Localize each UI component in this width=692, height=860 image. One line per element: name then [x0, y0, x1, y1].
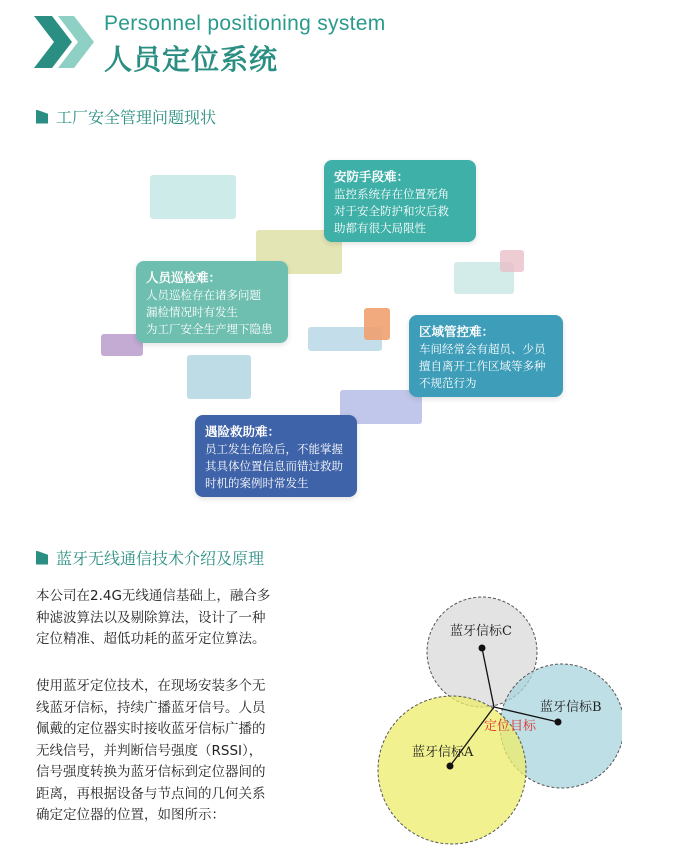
card-line: 员工发生危险后，不能掌握 [205, 442, 343, 456]
target-label: 定位目标 [484, 719, 537, 734]
section-marker-icon [36, 551, 48, 565]
paragraph-intro [36, 586, 326, 651]
card-line: 不规范行为 [419, 376, 477, 390]
paragraph-line: 信号强度转换为蓝牙信标到定位器间的 [36, 764, 266, 780]
card-line: 人员巡检存在诸多问题 [146, 288, 261, 302]
card-title: 区域管控难： [419, 324, 495, 339]
section-heading-text: 工厂安全管理问题现状 [56, 108, 217, 127]
card-line: 时机的案例时常发生 [205, 476, 309, 490]
section-heading-text: 蓝牙无线通信技术介绍及原理 [56, 549, 265, 568]
card-line: 车间经常会有超员、少员 [419, 342, 546, 356]
paragraph-line: 使用蓝牙定位技术，在现场安装多个无 [36, 678, 266, 694]
card-line: 其具体位置信息而错过救助 [205, 459, 343, 473]
paragraph-line: 定位精准、超低功耗的蓝牙定位算法。 [36, 631, 266, 647]
section-marker-icon [36, 110, 48, 124]
decor-block [500, 250, 524, 272]
beacon-a-dot [447, 763, 454, 770]
paragraph-line: 线蓝牙信标，持续广播蓝牙信号。人员 [36, 699, 266, 716]
paragraph-line: 无线信号，并判断信号强度（RSSI）， [36, 742, 263, 759]
card-rescue-difficulty [195, 415, 357, 497]
paragraph-line: 距离，再根据设备与节点间的几何关系 [36, 785, 266, 802]
card-line: 对于安全防护和灾后救 [334, 204, 449, 218]
beacon-c-dot [479, 645, 486, 652]
decor-block [187, 355, 251, 399]
card-line: 监控系统存在位置死角 [334, 187, 449, 201]
beacon-b-dot [555, 719, 562, 726]
card-title: 遇险救助难： [205, 424, 281, 439]
positioning-diagram [372, 590, 622, 845]
section-heading-bluetooth [36, 546, 264, 569]
paragraph-line: 佩戴的定位器实时接收蓝牙信标广播的 [36, 721, 266, 737]
card-area-control-difficulty [409, 315, 563, 397]
page-title-zh: 人员定位系统 [104, 43, 279, 76]
paragraph-line: 种滤波算法以及剔除算法，设计了一种 [36, 609, 266, 626]
paragraph-line: 本公司在2.4G无线通信基础上，融合多 [36, 588, 271, 604]
decor-block [364, 308, 390, 340]
beacon-c-label: 蓝牙信标C [450, 624, 512, 639]
section-heading-safety [36, 105, 216, 128]
card-title: 人员巡检难： [146, 270, 222, 285]
page-title-en: Personnel positioning system [104, 12, 386, 35]
paragraph-principle [36, 676, 326, 827]
beacon-b-label: 蓝牙信标B [540, 700, 602, 715]
card-line: 擅自离开工作区域等多种 [419, 359, 546, 373]
card-security-difficulty [324, 160, 476, 242]
card-title: 安防手段难： [334, 169, 410, 184]
card-line: 为工厂安全生产埋下隐患 [146, 322, 273, 336]
header-chevron-icon [34, 16, 96, 68]
paragraph-line: 确定定位器的位置，如图所示： [36, 807, 225, 823]
card-line: 漏检情况时有发生 [146, 305, 238, 319]
card-line: 助都有很大局限性 [334, 221, 426, 235]
card-inspection-difficulty [136, 261, 288, 343]
decor-block [150, 175, 236, 219]
beacon-a-label: 蓝牙信标A [412, 745, 474, 760]
